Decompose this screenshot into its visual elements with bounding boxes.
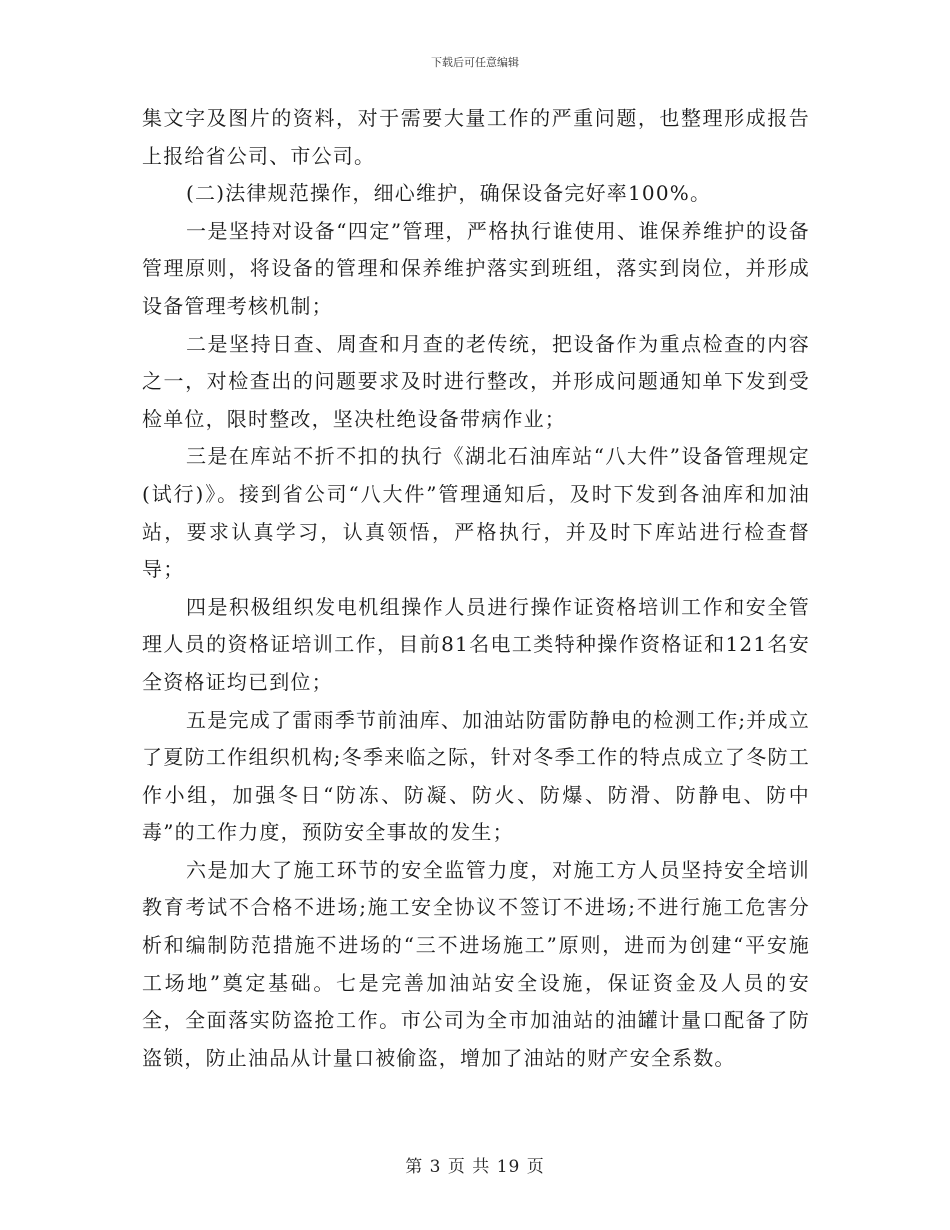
paragraph-continuation: 集文字及图片的资料，对于需要大量工作的严重问题，也整理形成报告上报给省公司、市公司。 bbox=[142, 106, 810, 168]
paragraph: 六是加大了施工环节的安全监管力度，对施工方人员坚持安全培训教育考试不合格不进场;施工安全协议不签订不进场;不进行施工危害分析和编制防范措施不进场的“三不进场施工”原则，进而为创建“平安施工场地”奠定基础。七是完善加油站安全设施，保证资金及人员的安全，全面落实防盗抢工作。市公司为全市加油站的油罐计量口配备了防盗锁，防止油品从计量口被偷盗，增加了油站的财产安全系数。 bbox=[142, 857, 810, 1070]
page-header: 下载后可任意编辑 bbox=[431, 56, 519, 69]
paragraph: 四是积极组织发电机组操作人员进行操作证资格培训工作和安全管理人员的资格证培训工作，目前81名电工类特种操作资格证和121名安全资格证均已到位； bbox=[142, 594, 810, 694]
paragraph: 二是坚持日查、周查和月查的老传统，把设备作为重点检查的内容之一，对检查出的问题要求及时进行整改，并形成问题通知单下发到受检单位，限时整改，坚决杜绝设备带病作业； bbox=[142, 331, 810, 431]
page-number-footer: 第 3 页 共 19 页 bbox=[405, 1157, 545, 1177]
paragraph: 三是在库站不折不扣的执行《湖北石油库站“八大件”设备管理规定(试行)》。接到省公司“八大件”管理通知后，及时下发到各油库和加油站，要求认真学习，认真领悟，严格执行，并及时下库站进行检查督导； bbox=[142, 444, 810, 582]
section-heading: (二)法律规范操作，细心维护，确保设备完好率100%。 bbox=[186, 181, 712, 206]
document-body bbox=[142, 100, 810, 1077]
paragraph: 一是坚持对设备“四定”管理，严格执行谁使用、谁保养维护的设备管理原则，将设备的管理和保养维护落实到班组，落实到岗位，并形成设备管理考核机制； bbox=[142, 218, 810, 318]
paragraph: 五是完成了雷雨季节前油库、加油站防雷防静电的检测工作;并成立了夏防工作组织机构;冬季来临之际，针对冬季工作的特点成立了冬防工作小组，加强冬日“防冻、防凝、防火、防爆、防滑、防静电、防中毒”的工作力度，预防安全事故的发生； bbox=[142, 707, 810, 845]
